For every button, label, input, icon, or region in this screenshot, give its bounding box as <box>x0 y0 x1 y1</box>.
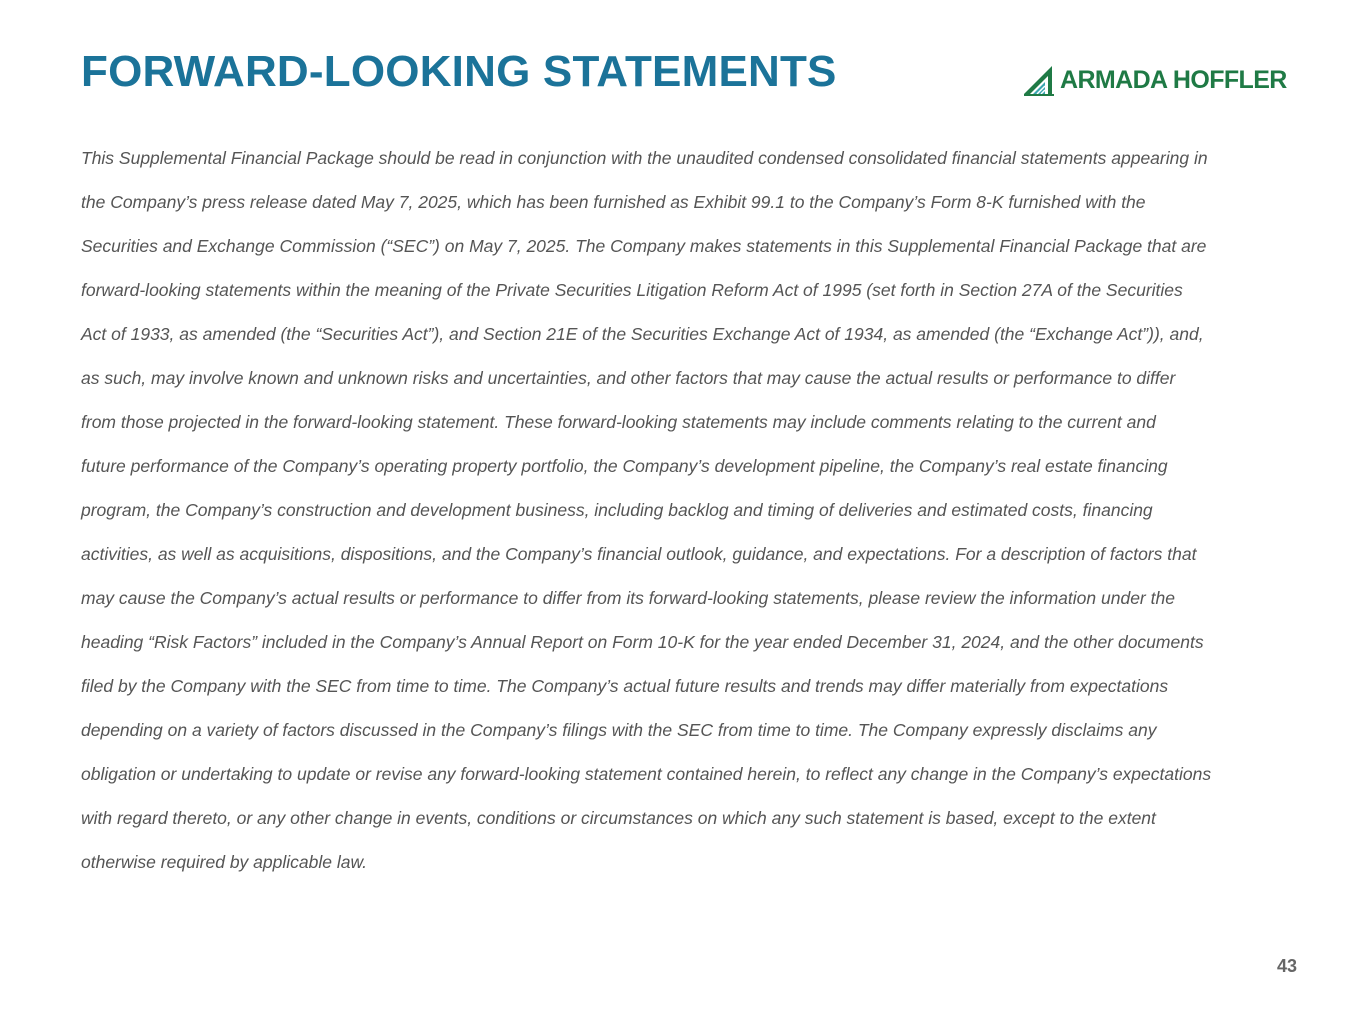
paragraph-line: forward-looking statements within the meaning of the Private Securities Litigation Reform Act of 1995 (set forth in Section 27A of the Securities <box>81 280 1183 300</box>
paragraph-line: program, the Company’s construction and development business, including backlog and timing of deliveries and estimated costs, financing <box>81 500 1153 520</box>
paragraph-line: This Supplemental Financial Package should be read in conjunction with the unaudited condensed consolidated financial statements appearing in <box>81 148 1208 168</box>
paragraph-line: the Company’s press release dated May 7, 2025, which has been furnished as Exhibit 99.1 to the Company’s Form 8-K furnished with the <box>81 192 1146 212</box>
paragraph-line: future performance of the Company’s operating property portfolio, the Company’s development pipeline, the Company’s real estate financing <box>81 456 1168 476</box>
page-number: 43 <box>1276 956 1297 976</box>
paragraph-line: Act of 1933, as amended (the “Securities Act”), and Section 21E of the Securities Exchange Act of 1934, as amended (the “Exchange Act”)), and, <box>81 324 1204 344</box>
page-title: FORWARD-LOOKING STATEMENTS <box>81 47 837 96</box>
paragraph-line: otherwise required by applicable law. <box>81 852 367 872</box>
paragraph-line: Securities and Exchange Commission (“SEC”) on May 7, 2025. The Company makes statements in this Supplemental Financial Package that are <box>81 236 1207 256</box>
paragraph-line: as such, may involve known and unknown risks and uncertainties, and other factors that may cause the actual results or performance to differ <box>81 368 1176 388</box>
paragraph-line: obligation or undertaking to update or revise any forward-looking statement contained herein, to reflect any change in the Company’s expectations <box>81 764 1212 784</box>
paragraph-line: from those projected in the forward-looking statement. These forward-looking statements may include comments relating to the current and <box>81 412 1156 432</box>
paragraph-line: filed by the Company with the SEC from time to time. The Company’s actual future results and trends may differ materially from expectations <box>81 676 1169 696</box>
logo-text: ARMADA HOFFLER <box>1060 65 1287 94</box>
paragraph-line: with regard thereto, or any other change in events, conditions or circumstances on which any such statement is based, except to the extent <box>81 808 1156 828</box>
paragraph-line: heading “Risk Factors” included in the Company’s Annual Report on Form 10-K for the year ended December 31, 2024, and the other documents <box>81 632 1204 652</box>
paragraph-line: may cause the Company’s actual results or performance to differ from its forward-looking statements, please review the information under the <box>81 588 1175 608</box>
paragraph-line: depending on a variety of factors discussed in the Company’s filings with the SEC from time to time. The Company expressly disclaims any <box>81 720 1157 740</box>
armada-hoffler-logo-icon <box>1022 63 1062 97</box>
disclaimer-paragraph <box>81 136 1296 884</box>
company-logo <box>1022 62 1300 98</box>
paragraph-line: activities, as well as acquisitions, dispositions, and the Company’s financial outlook, guidance, and expectations. For a description of factors that <box>81 544 1197 564</box>
